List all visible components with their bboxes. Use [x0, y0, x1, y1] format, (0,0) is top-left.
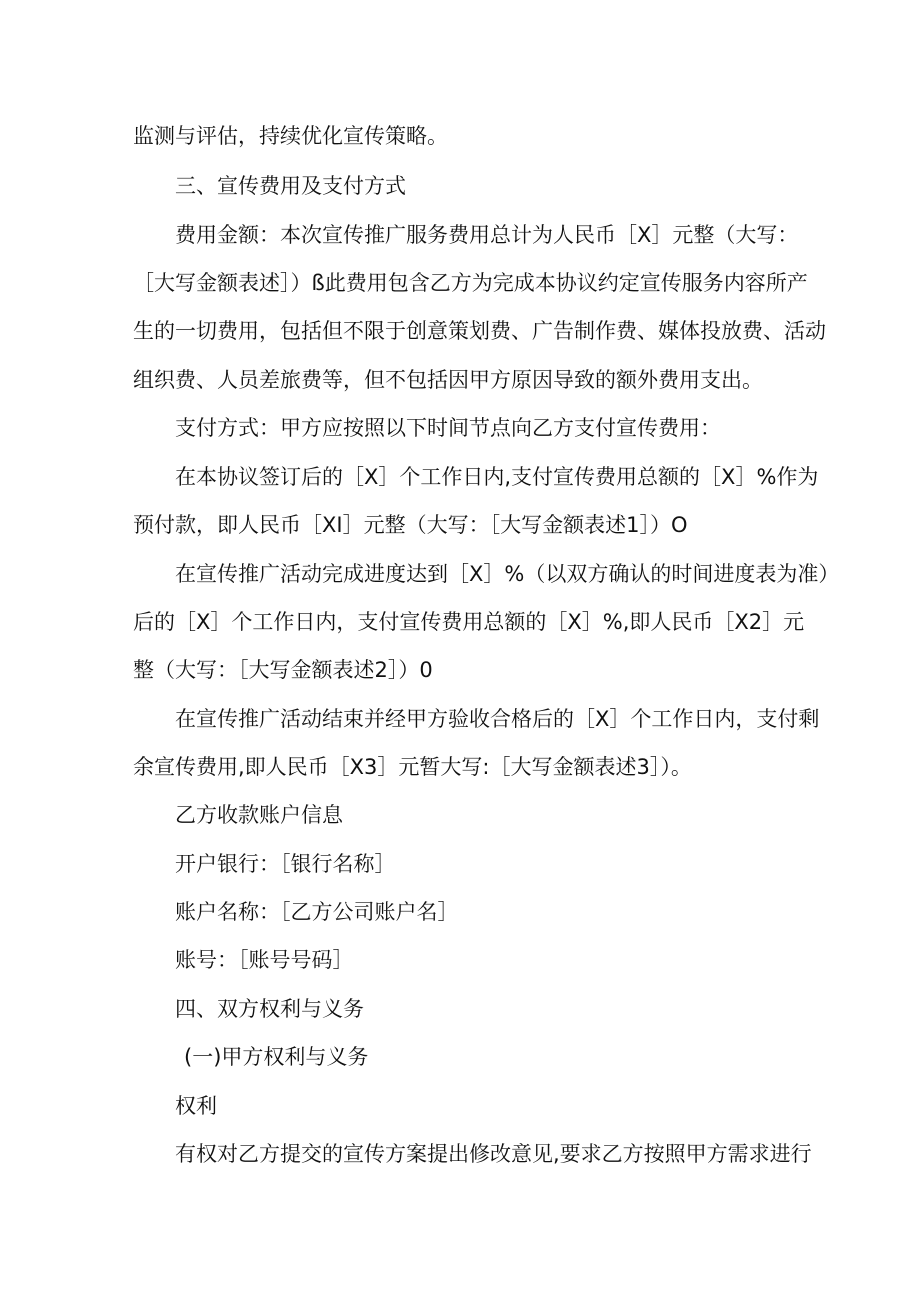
subsection-heading: 权利 [175, 1094, 217, 1118]
account-number-line: 账号：［账号号码］ [175, 948, 354, 972]
subsection-heading: 乙方收款账户信息 [175, 803, 343, 827]
paragraph-line: 组织费、人员差旅费等，但不包括因甲方原因导致的额外费用支出。 [133, 368, 763, 392]
paragraph-line: 监测与评估，持续优化宣传策略。 [133, 124, 448, 148]
section-heading: 四、双方权利与义务 [175, 997, 364, 1021]
subsection-heading: (一)甲方权利与义务 [184, 1045, 369, 1069]
paragraph-line: 有权对乙方提交的宣传方案提出修改意见,要求乙方按照甲方需求进行 [175, 1142, 812, 1166]
paragraph-line: 在本协议签订后的［X］个工作日内,支付宣传费用总额的［X］%作为 [175, 465, 819, 489]
section-heading: 三、宣传费用及支付方式 [175, 174, 406, 198]
paragraph-line: 支付方式：甲方应按照以下时间节点向乙方支付宣传费用： [175, 416, 721, 440]
bank-name-line: 开户银行：［银行名称］ [175, 852, 396, 876]
account-name-line: 账户名称：［乙方公司账户名］ [175, 900, 459, 924]
paragraph-line: 预付款，即人民币［XI］元整（大写：［大写金额表述1］）O [133, 513, 688, 537]
paragraph-line: 费用金额：本次宣传推广服务费用总计为人民币［X］元整（大写： [175, 223, 799, 247]
paragraph-line: 生的一切费用，包括但不限于创意策划费、广告制作费、媒体投放费、活动 [133, 319, 826, 343]
paragraph-line: 余宣传费用,即人民币［X3］元暂大写:［大写金额表述3］）。 [133, 755, 692, 779]
paragraph-line: 在宣传推广活动结束并经甲方验收合格后的［X］个工作日内，支付剩 [175, 707, 820, 731]
paragraph-line: 后的［X］个工作日内，支付宣传费用总额的［X］%,即人民币［X2］元 [133, 610, 805, 634]
paragraph-line: 整（大写：［大写金额表述2］）0 [133, 658, 433, 682]
paragraph-line: 在宣传推广活动完成进度达到［X］%（以双方确认的时间进度表为准） [175, 562, 840, 586]
paragraph-line: ［大写金额表述］）ß此费用包含乙方为完成本协议约定宣传服务内容所产 [133, 271, 808, 295]
